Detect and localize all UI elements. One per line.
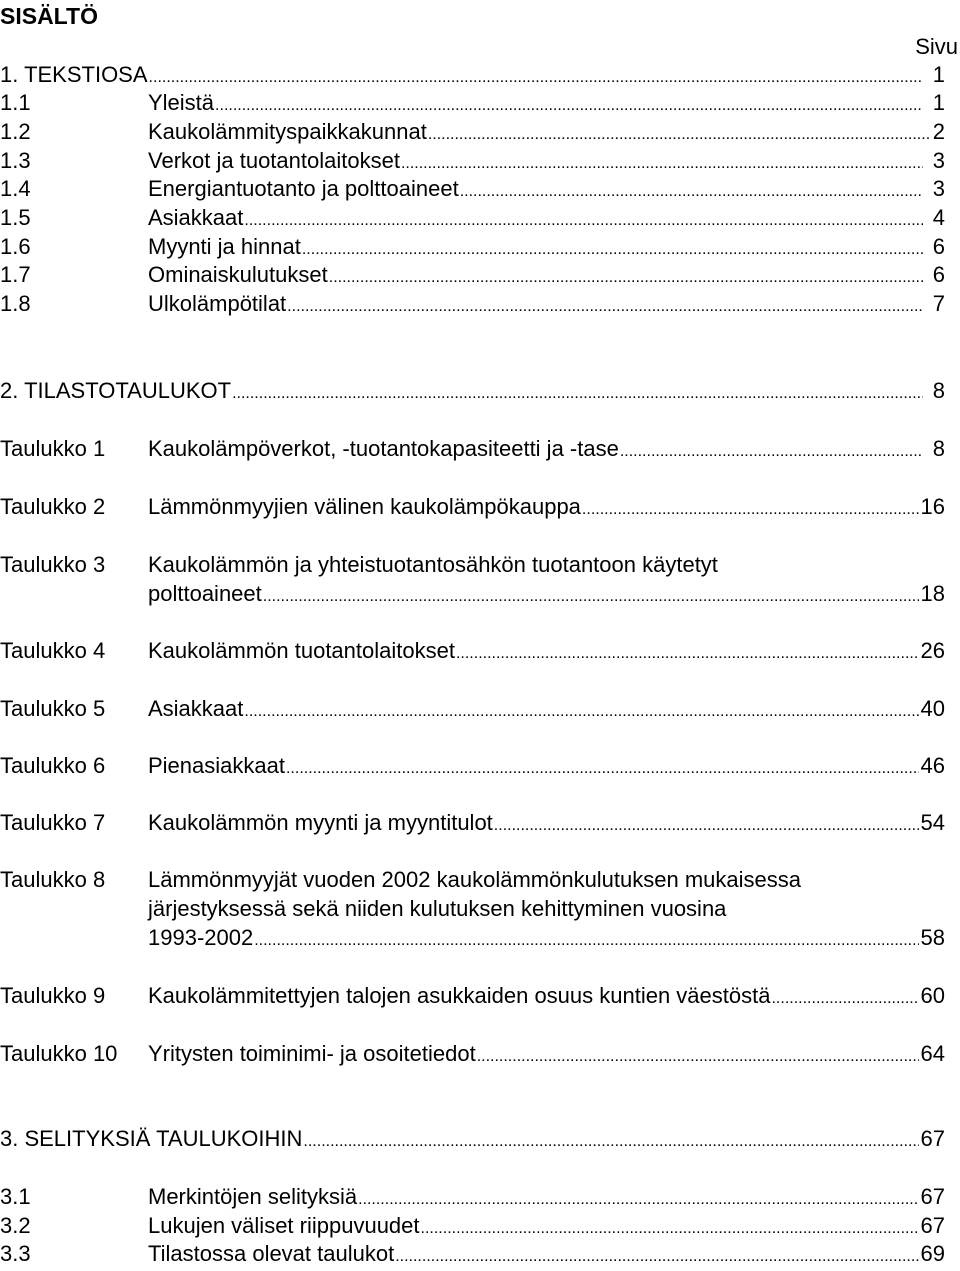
dot-leader	[395, 1242, 918, 1271]
toc-entry-number: 1.3	[0, 148, 31, 173]
toc-entry-title: Kaukolämpöverkot, -tuotantokapasiteetti ja -tase	[148, 436, 619, 461]
toc-entry-page-number: 3	[932, 176, 945, 201]
toc-entry-title: Kaukolämmön tuotantolaitokset	[148, 638, 455, 663]
dot-leader	[215, 91, 923, 120]
toc-entry-page-number: 4	[932, 205, 945, 230]
toc-entry-title: Tilastossa olevat taulukot	[148, 1241, 395, 1266]
dot-leader	[244, 206, 922, 235]
toc-entry-title: 3. SELITYKSIÄ TAULUKOIHIN	[0, 1126, 303, 1151]
toc-entry-title: Asiakkaat	[148, 205, 244, 230]
toc-entry-page-number: 8	[932, 378, 945, 403]
toc-entry-page-number: 7	[932, 291, 945, 316]
page-column-label: Sivu	[915, 34, 958, 59]
toc-entry-title: Kaukolämmitettyjen talojen asukkaiden osuus kuntien väestöstä	[148, 983, 771, 1008]
toc-entry-page-number: 1	[932, 62, 945, 87]
toc-entry-title-line: järjestyksessä sekä niiden kulutuksen kehittyminen vuosina	[148, 896, 727, 921]
toc-entry-page-number: 69	[920, 1241, 945, 1266]
toc-entry-page-number: 64	[920, 1041, 945, 1066]
toc-entry-title: Energiantuotanto ja polttoaineet	[148, 176, 459, 201]
toc-entry-title: Kaukolämmön myynti ja myyntitulot	[148, 810, 493, 835]
dot-leader	[263, 582, 919, 611]
toc-entry-title: Asiakkaat	[148, 696, 244, 721]
toc-entry-page-number: 40	[920, 696, 945, 721]
toc-entry-page-number: 2	[932, 119, 945, 144]
toc-entry-page-number: 67	[920, 1184, 945, 1209]
dot-leader	[456, 639, 919, 668]
toc-entry-title: Myynti ja hinnat	[148, 234, 301, 259]
toc-entry-page-number: 6	[932, 234, 945, 259]
toc-entry-page-number: 8	[932, 436, 945, 461]
toc-entry-number: Taulukko 1	[0, 436, 106, 461]
toc-entry-number: Taulukko 9	[0, 983, 106, 1008]
dot-leader	[460, 177, 923, 206]
toc-entry-page-number: 26	[920, 638, 945, 663]
dot-leader	[286, 754, 919, 783]
toc-entry-title: Kaukolämmityspaikkakunnat	[148, 119, 427, 144]
toc-entry-page-number: 16	[920, 494, 945, 519]
dot-leader	[287, 292, 923, 321]
dot-leader	[494, 811, 919, 840]
toc-entry-page-number: 67	[920, 1213, 945, 1238]
toc-entry-page-number: 54	[920, 810, 945, 835]
dot-leader	[477, 1042, 919, 1071]
dot-leader	[428, 120, 931, 149]
toc-entry-page-number: 46	[920, 753, 945, 778]
toc-entry-number: Taulukko 2	[0, 494, 106, 519]
toc-entry-number: 1.7	[0, 262, 31, 287]
toc-entry-number: 1.5	[0, 205, 31, 230]
toc-entry-title: Pienasiakkaat	[148, 753, 285, 778]
toc-entry-number: Taulukko 5	[0, 696, 106, 721]
toc-entry-title: Verkot ja tuotantolaitokset	[148, 148, 400, 173]
toc-entry-number: Taulukko 6	[0, 753, 106, 778]
toc-entry-number: 3.2	[0, 1213, 31, 1238]
toc-entry-title: Merkintöjen selityksiä	[148, 1184, 358, 1209]
dot-leader	[771, 984, 918, 1013]
toc-entry-title: Yleistä	[148, 90, 215, 115]
dot-leader	[582, 495, 919, 524]
toc-entry-title: polttoaineet	[148, 581, 262, 606]
toc-entry-title: 1993-2002	[148, 925, 254, 950]
dot-leader	[232, 379, 923, 408]
toc-entry-page-number: 60	[920, 983, 945, 1008]
toc-entry-number: Taulukko 7	[0, 810, 106, 835]
toc-entry-page-number: 3	[932, 148, 945, 173]
dot-leader	[620, 437, 923, 466]
toc-entry-page-number: 6	[932, 262, 945, 287]
toc-entry-number: 1.4	[0, 176, 31, 201]
toc-entry-number: 1.1	[0, 90, 31, 115]
dot-leader	[244, 697, 918, 726]
dot-leader	[358, 1185, 918, 1214]
toc-entry-number: Taulukko 10	[0, 1041, 118, 1066]
toc-entry-number: Taulukko 3	[0, 552, 106, 577]
toc-entry-page-number: 1	[932, 90, 945, 115]
toc-heading: SISÄLTÖ	[0, 3, 98, 29]
toc-entry-title-line: Kaukolämmön ja yhteistuotantosähkön tuotantoon käytetyt	[148, 552, 718, 577]
toc-entry-number: 1.6	[0, 234, 31, 259]
toc-entry-title: Lämmönmyyjien välinen kaukolämpökauppa	[148, 494, 581, 519]
toc-entry-number: 3.3	[0, 1241, 31, 1266]
toc-entry-number: 1.8	[0, 291, 31, 316]
dot-leader	[329, 263, 923, 292]
toc-entry-number: Taulukko 4	[0, 638, 106, 663]
toc-entry-title: Yritysten toiminimi- ja osoitetiedot	[148, 1041, 476, 1066]
toc-entry-title: Lukujen väliset riippuvuudet	[148, 1213, 420, 1238]
toc-entry-title-line: Lämmönmyyjät vuoden 2002 kaukolämmönkulutuksen mukaisessa	[148, 867, 802, 892]
dot-leader	[303, 1127, 918, 1156]
toc-entry-title: Ulkolämpötilat	[148, 291, 287, 316]
toc-entry-title: Ominaiskulutukset	[148, 262, 328, 287]
toc-entry-page-number: 18	[920, 581, 945, 606]
dot-leader	[254, 926, 918, 955]
toc-entry-number: 1.2	[0, 119, 31, 144]
toc-entry-page-number: 58	[920, 925, 945, 950]
toc-entry-number: Taulukko 8	[0, 867, 106, 892]
toc-entry-page-number: 67	[920, 1126, 945, 1151]
toc-entry-number: 3.1	[0, 1184, 31, 1209]
toc-entry-title: 1. TEKSTIOSA	[0, 62, 148, 87]
toc-entry-title: 2. TILASTOTAULUKOT	[0, 378, 232, 403]
